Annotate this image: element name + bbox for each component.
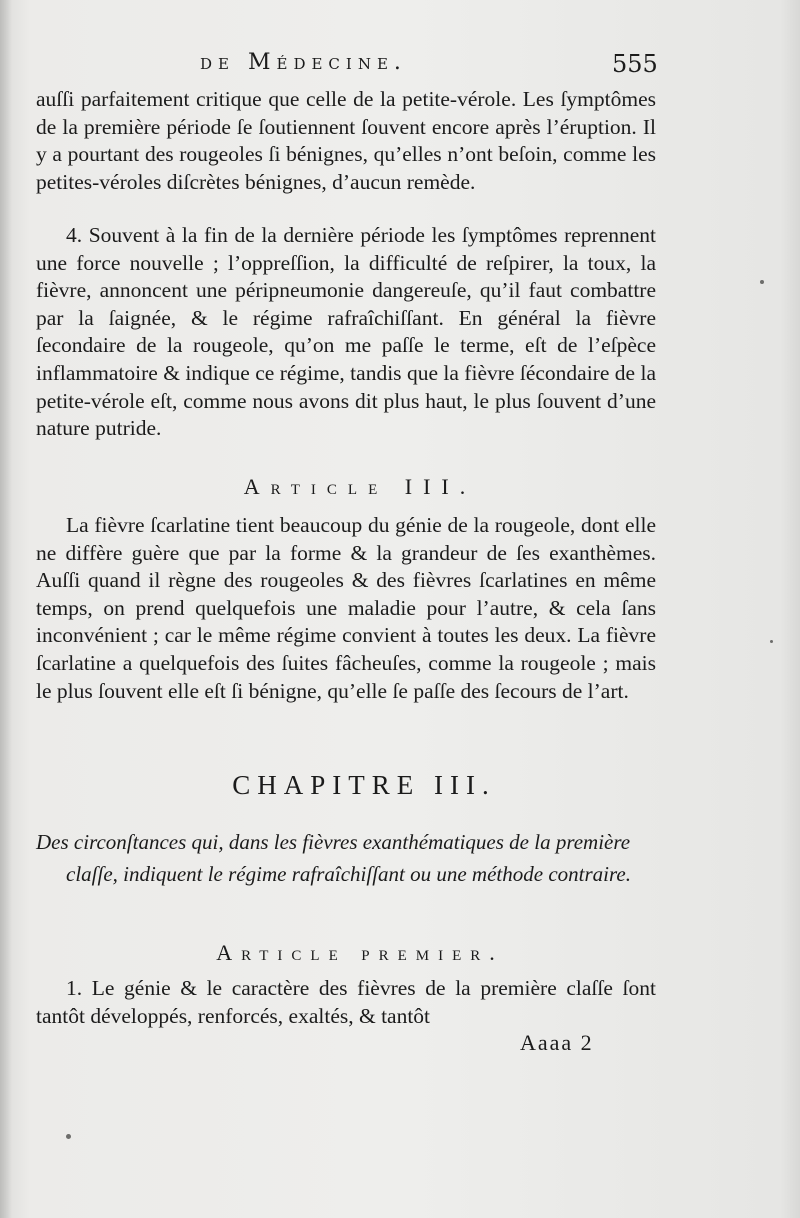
paper-speck <box>66 1134 71 1139</box>
page-header <box>0 50 800 84</box>
paragraph-text: 4. Souvent à la fin de la dernière période les ſymptômes reprennent une force nouvelle ; l’oppreſſion, la difficulté de reſpirer, la toux, la fièvre, annoncent une péripneumonie dangereuſe, qu’il faut combattre par la ſaignée, & le régime rafraîchiſſant. En général la fièvre ſecondaire de la rougeole, qu’on me paſſe le terme, eſt de l’eſpèce inflammatoire & indique ce régime, tandis que la fièvre ſécondaire de la petite-vérole eſt, comme nous avons dit plus haut, le plus ſouvent d’une nature putride. <box>36 223 656 441</box>
chapter-heading: CHAPITRE III. <box>232 770 496 800</box>
article-1-heading: Article premier. <box>216 940 504 965</box>
paragraph-scarlatine <box>36 512 656 705</box>
paragraph-text: La fièvre ſcarlatine tient beaucoup du génie de la rougeole, dont elle ne diffère guère que par la forme & la grandeur de ſes exanthèmes. Auſſi quand il règne des rougeoles & des fièvres ſcarlatines en même temps, on prend quelquefois une maladie pour l’autre, & cela ſans inconvénient ; car le même régime convient à toutes les deux. La fièvre ſcarlatine a quelquefois des ſuites fâcheuſes, comme la rougeole ; mais le plus ſouvent elle eſt ſi bénigne, qu’elle ſe paſſe des ſecours de l’art. <box>36 513 656 703</box>
paragraph-1 <box>36 975 656 1030</box>
article-3-heading: Article III. <box>243 474 477 499</box>
running-title: de Médecine. <box>200 50 407 75</box>
paragraph-continuation <box>36 86 656 196</box>
paper-speck <box>760 280 764 284</box>
chapter-subtitle: Des circonſtances qui, dans les fièvres exanthématiques de la première claſſe, indiquent le régime rafraîchiſſant ou une méthode contraire. <box>36 830 631 886</box>
page-number: 555 <box>612 50 658 78</box>
page-gutter-shadow <box>0 0 12 1218</box>
paragraph-4 <box>36 222 656 443</box>
paragraph-text: 1. Le génie & le caractère des fièvres de la première claſſe ſont tantôt développés, renforcés, exaltés, & tantôt <box>36 976 656 1028</box>
catchword: Aaaa 2 <box>520 1030 594 1055</box>
paper-speck <box>770 640 773 643</box>
paragraph-text: auſſi parfaitement critique que celle de la petite-vérole. Les ſymptômes de la première période ſe ſoutiennent ſouvent encore après l’éruption. Il y a pourtant des rougeoles ſi bénignes, qu’elles n’ont beſoin, comme les petites-véroles diſcrètes bénignes, d’aucun remède. <box>36 87 656 194</box>
